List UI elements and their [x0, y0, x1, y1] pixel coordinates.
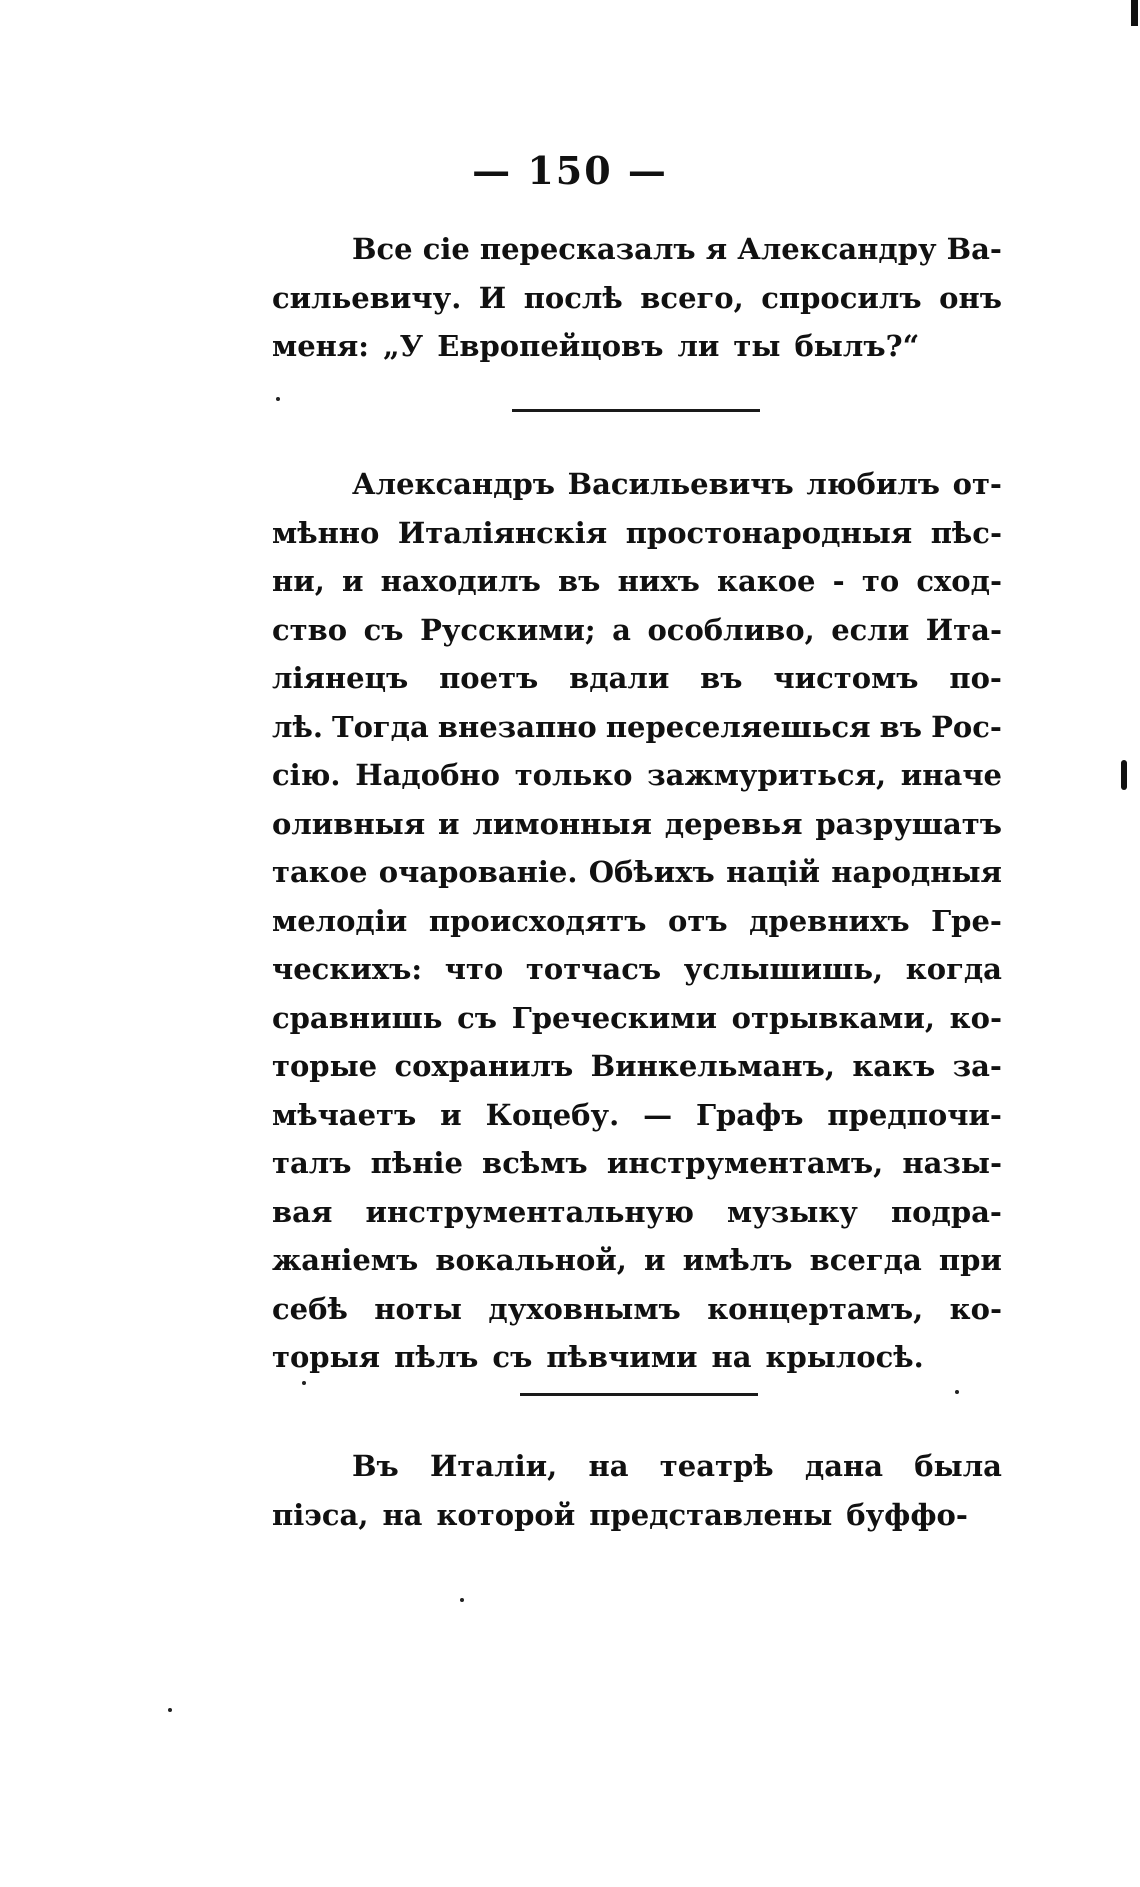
word: Александръ — [352, 467, 555, 501]
word: въ — [700, 661, 743, 695]
text-line — [272, 1139, 1002, 1188]
word: въ — [558, 564, 601, 598]
word: представлены — [589, 1497, 833, 1532]
word: Русскими; — [420, 612, 596, 647]
word: Ита- — [925, 612, 1002, 647]
scan-speck — [460, 1598, 464, 1602]
word: деревья — [664, 806, 803, 841]
word: съ — [363, 612, 404, 647]
word: жаніемъ — [272, 1243, 419, 1277]
word: когда — [905, 952, 1002, 986]
word: Александру — [737, 232, 937, 266]
word: Гре- — [931, 903, 1002, 938]
word: пѣлъ — [394, 1340, 479, 1374]
word: Графъ — [695, 1097, 804, 1132]
word: и — [342, 564, 364, 598]
word: переселяешься — [605, 709, 871, 744]
word: сіе — [422, 232, 470, 266]
word: музыку — [727, 1194, 858, 1229]
word: меня: — [272, 329, 369, 363]
page-number: — 150 — — [472, 148, 668, 193]
word: назы- — [902, 1146, 1002, 1180]
word: народныя — [831, 855, 1002, 889]
text-line — [272, 1285, 1002, 1334]
text-line — [272, 225, 1002, 274]
section-divider — [520, 1393, 758, 1396]
word: простонародныя — [625, 515, 913, 550]
word: подра- — [890, 1194, 1002, 1229]
word: особливо, — [647, 612, 815, 647]
word: мѣчаетъ — [272, 1097, 417, 1132]
word: ноты — [374, 1291, 462, 1326]
scan-speck — [168, 1708, 172, 1712]
word: услышишь, — [683, 952, 884, 986]
word: оливныя — [272, 806, 426, 841]
word: а — [612, 612, 631, 647]
text-line — [272, 1042, 1002, 1091]
word: театрѣ — [659, 1449, 774, 1483]
word: „У — [383, 329, 424, 363]
word: крылосѣ. — [765, 1340, 924, 1374]
word: піэса, — [272, 1497, 369, 1532]
word: И — [478, 280, 507, 315]
word: мелодіи — [272, 903, 408, 938]
word: за- — [952, 1049, 1002, 1083]
word: по- — [949, 661, 1002, 695]
word: какое — [717, 564, 816, 598]
word: мѣнно — [272, 515, 380, 550]
word: Въ — [352, 1449, 399, 1483]
word: духовнымъ — [488, 1291, 681, 1326]
word: ты — [733, 329, 781, 363]
word: происходятъ — [428, 903, 647, 938]
word: зажмуриться, — [647, 758, 887, 792]
word: имѣлъ — [682, 1243, 793, 1277]
word: Тогда — [331, 709, 429, 744]
scan-speck — [276, 397, 280, 401]
text-line — [272, 1491, 1002, 1540]
word: ческихъ: — [272, 952, 423, 986]
word: торыя — [272, 1340, 381, 1374]
word: нихъ — [617, 564, 700, 598]
word: всегда — [809, 1243, 922, 1277]
word: Италіянскія — [397, 515, 608, 550]
text-line — [272, 1442, 1002, 1491]
word: Коцебу. — [485, 1097, 620, 1132]
word: от- — [952, 467, 1002, 501]
word: пересказалъ — [479, 232, 696, 266]
word: Васильевичъ — [567, 467, 794, 501]
text-line — [272, 606, 1002, 655]
word: очарованіе. — [378, 855, 578, 889]
word: Греческими — [511, 1000, 717, 1035]
word: иначе — [900, 758, 1002, 792]
word: ліянецъ — [272, 661, 409, 695]
word: Италіи, — [430, 1449, 558, 1483]
word: если — [831, 612, 910, 647]
text-line — [272, 509, 1002, 558]
word: на — [588, 1449, 629, 1483]
word: пѣніе — [370, 1146, 463, 1180]
word: дана — [804, 1449, 884, 1483]
word: послѣ — [523, 280, 623, 315]
word: въ — [879, 709, 923, 744]
scan-edge-mark — [1131, 0, 1138, 26]
word: на — [382, 1497, 423, 1532]
text-line — [272, 703, 1002, 752]
scan-speck — [302, 1381, 306, 1385]
word: была — [914, 1449, 1002, 1483]
word: Ва- — [946, 232, 1002, 266]
word: — — [643, 1097, 673, 1132]
word: себѣ — [272, 1291, 348, 1326]
word: тотчасъ — [525, 952, 662, 986]
word: концертамъ, — [707, 1291, 924, 1326]
text-line — [272, 322, 1002, 371]
word: инструментальную — [365, 1194, 694, 1229]
word: сход- — [916, 564, 1002, 598]
word: лѣ. — [272, 709, 323, 744]
word: талъ — [272, 1146, 352, 1180]
word: былъ?“ — [794, 329, 920, 363]
word: инструментамъ, — [606, 1146, 884, 1180]
word: такое — [272, 855, 368, 889]
word: съ — [457, 1000, 498, 1035]
word: сильевичу. — [272, 280, 462, 315]
text-line — [272, 460, 1002, 509]
text-line — [272, 800, 1002, 849]
word: пѣвчими — [546, 1340, 698, 1374]
section-divider — [512, 409, 760, 412]
word: отъ — [668, 903, 728, 938]
word: Надобно — [355, 758, 500, 792]
word: какъ — [852, 1049, 936, 1083]
word: находилъ — [380, 564, 541, 598]
word: ни, — [272, 564, 325, 598]
text-line — [272, 1333, 1002, 1382]
word: и — [440, 1097, 462, 1132]
word: то — [861, 564, 900, 598]
word: что — [444, 952, 504, 986]
word: съ — [492, 1340, 533, 1374]
word: которой — [436, 1497, 576, 1532]
word: сравнишь — [272, 1000, 443, 1035]
word: вдали — [569, 661, 670, 695]
text-line — [272, 1188, 1002, 1237]
text-line — [272, 557, 1002, 606]
word: онъ — [939, 280, 1002, 315]
word: и — [438, 806, 460, 841]
text-line — [272, 1236, 1002, 1285]
word: разрушатъ — [815, 806, 1002, 841]
text-line — [272, 994, 1002, 1043]
word: торые — [272, 1049, 378, 1083]
scan-speck — [955, 1390, 959, 1394]
word: Европейцовъ — [437, 329, 664, 363]
text-line — [272, 897, 1002, 946]
word: внезапно — [437, 709, 597, 744]
word: ко- — [949, 1000, 1002, 1035]
word: поетъ — [439, 661, 539, 695]
scan-edge-mark — [1121, 760, 1127, 790]
word: лимонныя — [472, 806, 652, 841]
word: и — [644, 1243, 666, 1277]
word: на — [711, 1340, 752, 1374]
word: Обѣихъ — [588, 855, 715, 889]
word: древнихъ — [749, 903, 910, 938]
word: націй — [726, 855, 821, 889]
word: при — [938, 1243, 1002, 1277]
word: Винкельманъ, — [590, 1049, 835, 1083]
word: всѣмъ — [482, 1146, 588, 1180]
text-line — [272, 1091, 1002, 1140]
text-line — [272, 945, 1002, 994]
text-line — [272, 751, 1002, 800]
word: только — [514, 758, 633, 792]
word: пѣс- — [930, 515, 1002, 550]
word: отрывками, — [731, 1000, 935, 1035]
word: предпочи- — [827, 1097, 1002, 1132]
paragraph — [272, 1442, 1002, 1539]
word: чистомъ — [773, 661, 919, 695]
word: я — [705, 232, 728, 266]
word: сохранилъ — [394, 1049, 574, 1083]
word: буффо- — [846, 1497, 968, 1532]
text-line — [272, 274, 1002, 323]
word: - — [832, 564, 845, 598]
paragraph — [272, 460, 1002, 1382]
paragraph — [272, 225, 1002, 371]
word: вая — [272, 1194, 333, 1229]
word: всего, — [640, 280, 744, 315]
text-line — [272, 848, 1002, 897]
word: ство — [272, 612, 348, 647]
text-line — [272, 654, 1002, 703]
word: спросилъ — [761, 280, 922, 315]
word: ли — [677, 329, 720, 363]
word: любилъ — [806, 467, 941, 501]
word: Все — [352, 232, 413, 266]
word: Рос- — [931, 709, 1002, 744]
word: вокальной, — [435, 1243, 627, 1277]
word: ко- — [949, 1291, 1002, 1326]
word: сію. — [272, 758, 341, 792]
